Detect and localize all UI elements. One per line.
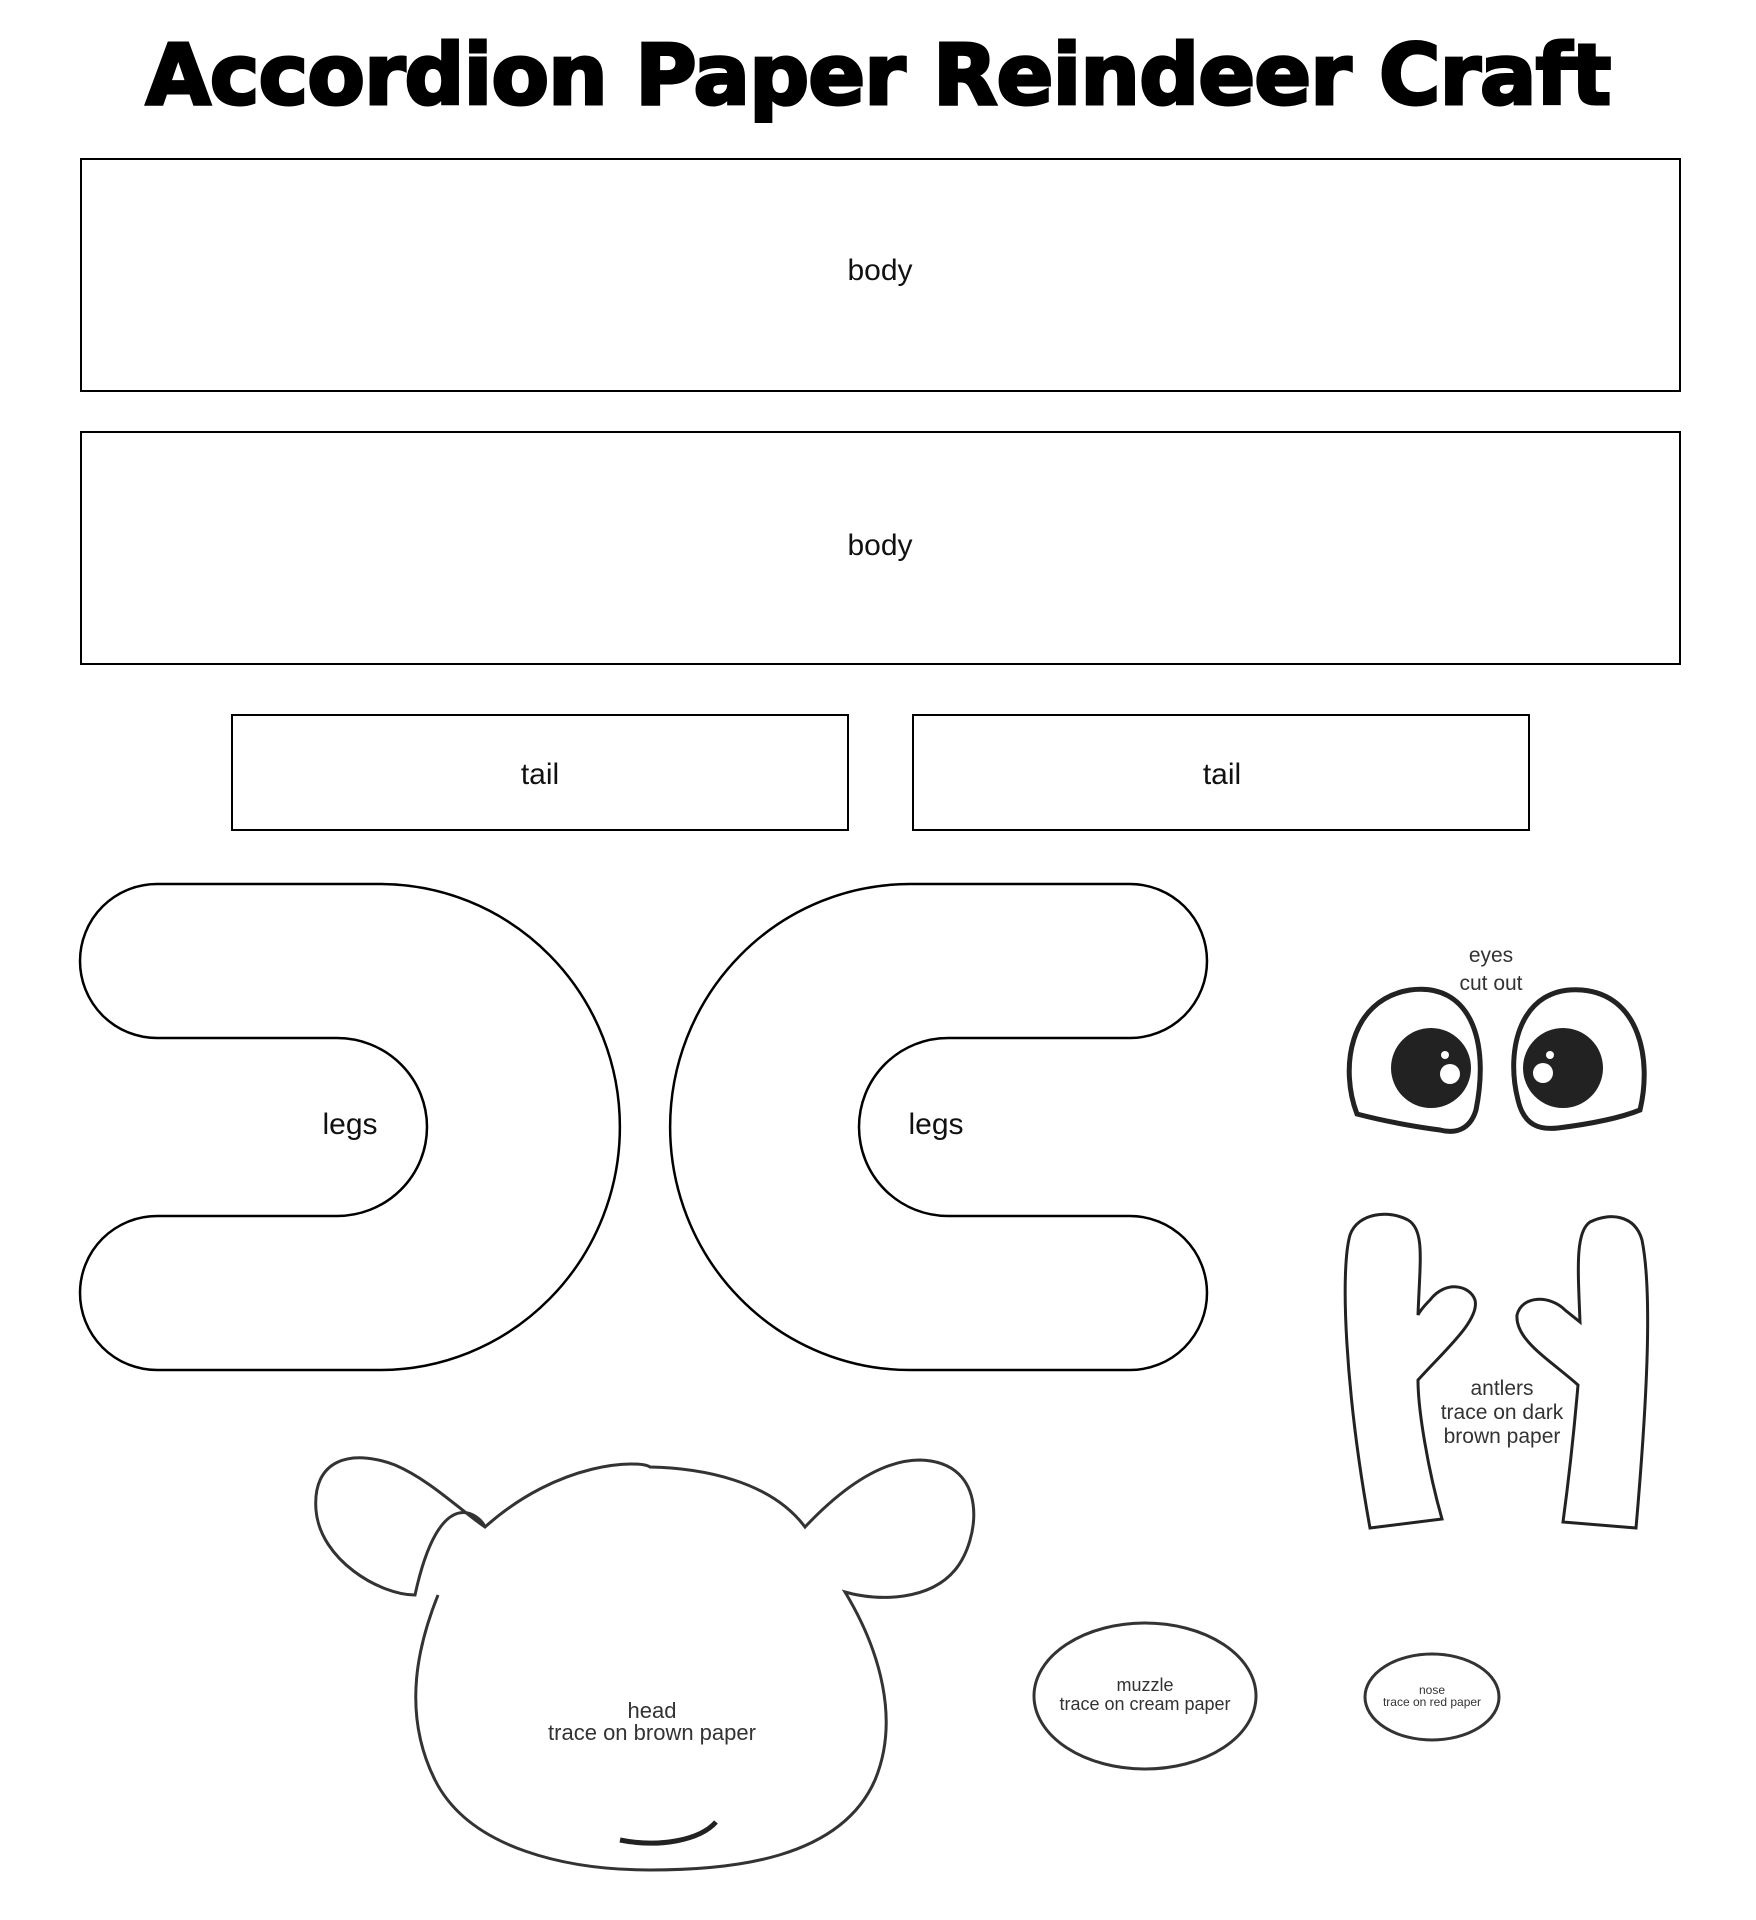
body-piece-1 <box>81 159 1680 391</box>
tail-piece-1 <box>232 715 848 830</box>
eye-right <box>1514 990 1645 1129</box>
antlers-instruction: brown paper <box>1443 1425 1561 1448</box>
antlers-piece <box>1345 1214 1647 1528</box>
body-piece-2 <box>81 432 1680 664</box>
eyes-instruction: cut out <box>1459 972 1523 995</box>
legs-piece-left <box>80 884 620 1370</box>
antler-left <box>1345 1214 1475 1528</box>
antlers-instruction: trace on dark <box>1440 1401 1564 1424</box>
legs-label: legs <box>908 1108 964 1141</box>
body-label: body <box>847 254 913 287</box>
muzzle-label: muzzle <box>1116 1675 1174 1695</box>
muzzle-piece <box>1034 1623 1256 1769</box>
head-piece <box>283 1345 974 1870</box>
legs-label: legs <box>322 1108 378 1141</box>
mouth-curve <box>620 1822 716 1843</box>
head-instruction: trace on brown paper <box>548 1720 756 1745</box>
nose-label: nose <box>1418 1683 1446 1697</box>
muzzle-instruction: trace on cream paper <box>1059 1694 1231 1714</box>
antlers-label: antlers <box>1470 1377 1534 1400</box>
antler-right <box>1517 1217 1648 1528</box>
tail-label: tail <box>1202 758 1242 791</box>
tail-label: tail <box>520 758 560 791</box>
eyes-piece <box>1349 944 1644 1131</box>
eyes-label: eyes <box>1468 944 1514 967</box>
head-label: head <box>627 1698 677 1723</box>
body-label: body <box>847 529 913 562</box>
nose-instruction: trace on red paper <box>1382 1695 1482 1709</box>
eye-left <box>1349 989 1480 1131</box>
page-title: Accordion Paper Reindeer Craft <box>145 26 1611 124</box>
legs-piece-right <box>670 884 1207 1370</box>
nose-piece <box>1365 1654 1499 1740</box>
tail-piece-2 <box>913 715 1529 830</box>
